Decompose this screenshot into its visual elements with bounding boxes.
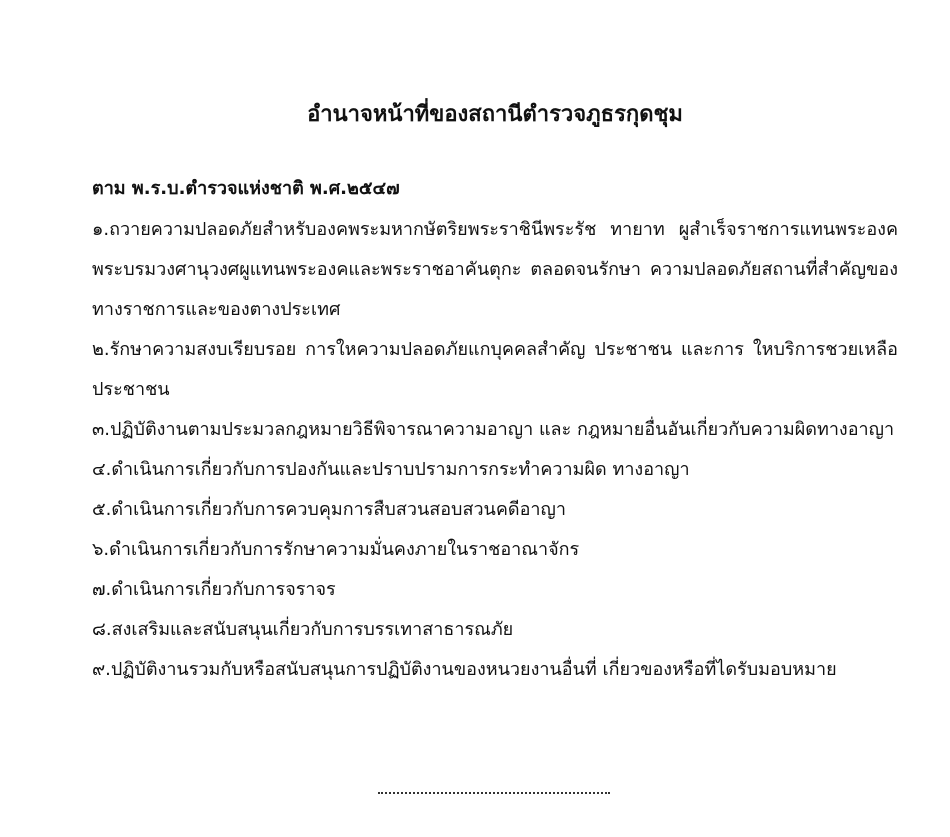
duty-item-3: ๓.ปฏิบัติงานตามประมวลกฎหมายวิธีพิจารณาความอาญา และ กฎหมายอื่นอันเกี่ยวกับความผิดทางอาญา [92, 419, 895, 440]
duty-item-7: ๗.ดำเนินการเกี่ยวกับการจราจร [92, 579, 336, 600]
duties-list [92, 210, 898, 690]
dotted-divider [378, 792, 610, 794]
duty-item-5: ๕.ดำเนินการเกี่ยวกับการควบคุมการสืบสวนสอบสวนคดีอาญา [92, 499, 566, 520]
duty-item-4: ๔.ดำเนินการเกี่ยวกับการปองกันและปราบปรามการกระทำความผิด ทางอาญา [92, 459, 690, 480]
duty-item-2: ๒.รักษาความสงบเรียบรอย การใหความปลอดภัยแกบุคคลสำคัญ ประชาชน และการ ใหบริการชวยเหลือประชาชน [92, 339, 898, 400]
duty-item-8: ๘.สงเสริมและสนับสนุนเกี่ยวกับการบรรเทาสาธารณภัย [92, 619, 514, 640]
duty-item-6: ๖.ดำเนินการเกี่ยวกับการรักษาความมั่นคงภายในราชอาณาจักร [92, 539, 580, 560]
duty-item-1: ๑.ถวายความปลอดภัยสำหรับองคพระมหากษัตริยพระราชินีพระรัช ทายาท ผูสำเร็จราชการแทนพระองคพระบรมวงศานุวงศผูแทนพระองคและพระราชอาคันตุกะ ตลอดจนรักษา ความปลอดภัยสถานที่สำคัญของทางราชการและของตางประเทศ [92, 219, 898, 320]
section-heading: ตาม พ.ร.บ.ตำรวจแห่งชาติ พ.ศ.๒๕๔๗ [92, 178, 400, 199]
duty-item-9: ๙.ปฏิบัติงานรวมกับหรือสนับสนุนการปฏิบัติงานของหนวยงานอื่นที่ เกี่ยวของหรือที่ไดรับมอบหมาย [92, 659, 837, 680]
page-title: อำนาจหน้าที่ของสถานีตำรวจภูธรกุดชุม [307, 102, 683, 127]
